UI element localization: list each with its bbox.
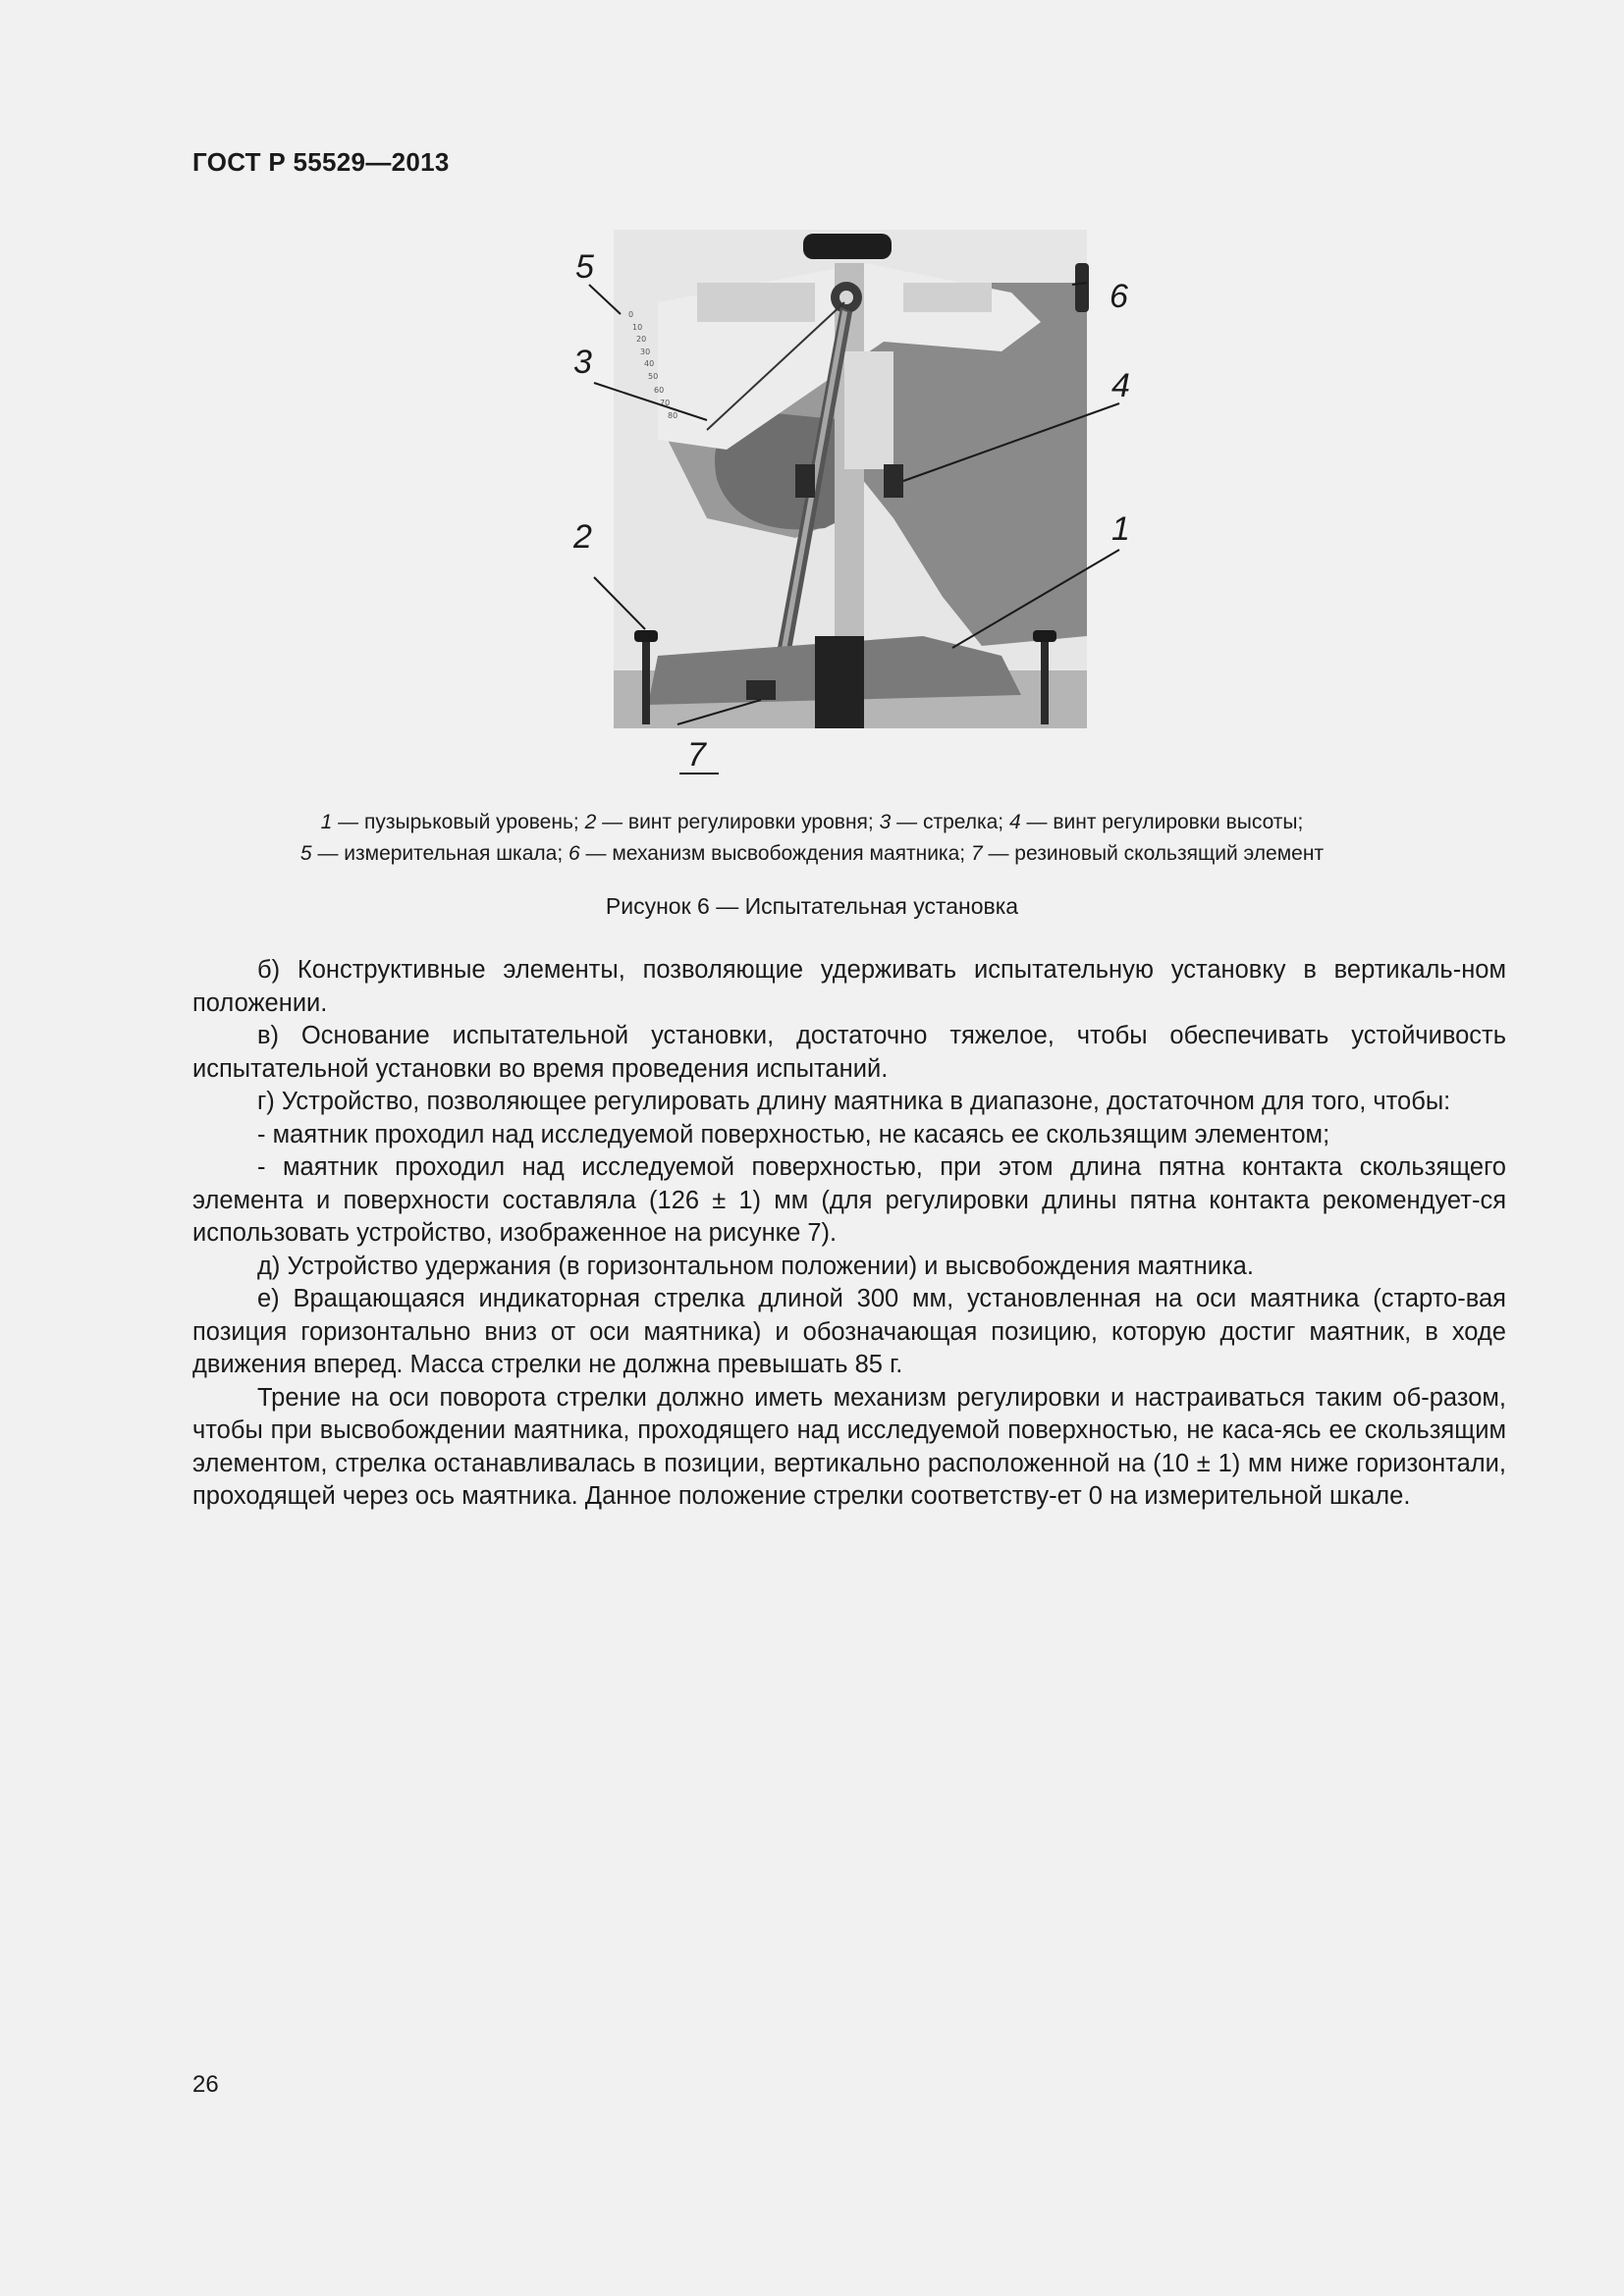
callout-7: 7 bbox=[687, 736, 706, 774]
svg-text:0: 0 bbox=[628, 310, 634, 319]
legend-num: 4 bbox=[1008, 811, 1021, 833]
paragraph: е) Вращающаяся индикаторная стрелка длиной 300 мм, установленная на оси маятника (старто-вая позиция горизонтально вниз от оси маятника) и обозначающая позицию, которую достиг маятник, в ходе движения вперед. Масса стрелки не должна превышать 85 г. bbox=[192, 1285, 1506, 1378]
svg-text:20: 20 bbox=[636, 335, 647, 344]
svg-text:80: 80 bbox=[668, 411, 678, 420]
svg-text:40: 40 bbox=[644, 359, 655, 368]
figure-caption: Рисунок 6 — Испытательная установка bbox=[605, 893, 1019, 919]
legend-line-1 bbox=[192, 807, 1432, 838]
legend-num: 1 bbox=[320, 811, 333, 833]
legend-text: — измерительная шкала; bbox=[311, 842, 568, 865]
legend-text: — винт регулировки уровня; bbox=[596, 811, 880, 833]
callout-3: 3 bbox=[573, 344, 592, 381]
legend-line-2 bbox=[192, 838, 1432, 870]
legend-text: — пузырьковый уровень; bbox=[332, 811, 585, 833]
legend-text: — винт регулировки высоты; bbox=[1020, 811, 1304, 833]
paragraph: д) Устройство удержания (в горизонтальном положении) и высвобождения маятника. bbox=[257, 1252, 1254, 1280]
paragraph: - маятник проходил над исследуемой поверхностью, при этом длина пятна контакта скользящего элемента и поверхности составляла (126 ± 1) мм (для регулировки длины пятна контакта рекомендует-ся использовать устройство, изображенное на рисунке 7). bbox=[192, 1153, 1506, 1247]
body-text bbox=[192, 954, 1506, 1514]
callout-1: 1 bbox=[1111, 510, 1130, 548]
callout-5: 5 bbox=[575, 248, 594, 286]
callout-2: 2 bbox=[573, 518, 592, 556]
figure-test-apparatus bbox=[550, 224, 1159, 785]
paragraph: Трение на оси поворота стрелки должно иметь механизм регулировки и настраиваться таким об-разом, чтобы при высвобождении маятника, проходящего над исследуемой поверхностью, не каса-ясь ее скользящим элементом, стрелка останавливалась в позиции, вертикально расположенной на (10 ± 1) мм ниже горизонтали, проходящей через ось маятника. Данное положение стрелки соответству-ет 0 на измерительной шкале. bbox=[192, 1383, 1506, 1510]
legend-num: 3 bbox=[879, 811, 892, 833]
figure-legend bbox=[192, 807, 1432, 870]
legend-num: 2 bbox=[584, 811, 597, 833]
legend-text: — резиновый скользящий элемент bbox=[982, 842, 1325, 865]
legend-num: 7 bbox=[970, 842, 983, 865]
legend-text: — механизм высвобождения маятника; bbox=[579, 842, 971, 865]
callout-4: 4 bbox=[1111, 367, 1130, 404]
callout-6: 6 bbox=[1110, 278, 1128, 315]
paragraph: в) Основание испытательной установки, достаточно тяжелое, чтобы обеспечивать устойчивость испытательной установки во время проведения испытаний. bbox=[192, 1022, 1506, 1083]
svg-text:70: 70 bbox=[660, 399, 671, 407]
paragraph: б) Конструктивные элементы, позволяющие удерживать испытательную установку в вертикаль-ном положении. bbox=[192, 956, 1506, 1017]
document-header: ГОСТ Р 55529—2013 bbox=[192, 147, 450, 177]
svg-text:60: 60 bbox=[654, 386, 665, 395]
page-number: 26 bbox=[192, 2071, 219, 2098]
paragraph: г) Устройство, позволяющее регулировать длину маятника в диапазоне, достаточном для того, чтобы: bbox=[257, 1088, 1451, 1115]
svg-text:10: 10 bbox=[632, 323, 643, 332]
pendulum-tester-illustration bbox=[550, 224, 1159, 785]
svg-text:50: 50 bbox=[648, 372, 659, 381]
svg-text:30: 30 bbox=[640, 347, 651, 356]
legend-num: 6 bbox=[568, 842, 580, 865]
paragraph: - маятник проходил над исследуемой поверхностью, не касаясь ее скользящим элементом; bbox=[257, 1120, 1330, 1148]
legend-text: — стрелка; bbox=[891, 811, 1009, 833]
legend-num: 5 bbox=[299, 842, 312, 865]
